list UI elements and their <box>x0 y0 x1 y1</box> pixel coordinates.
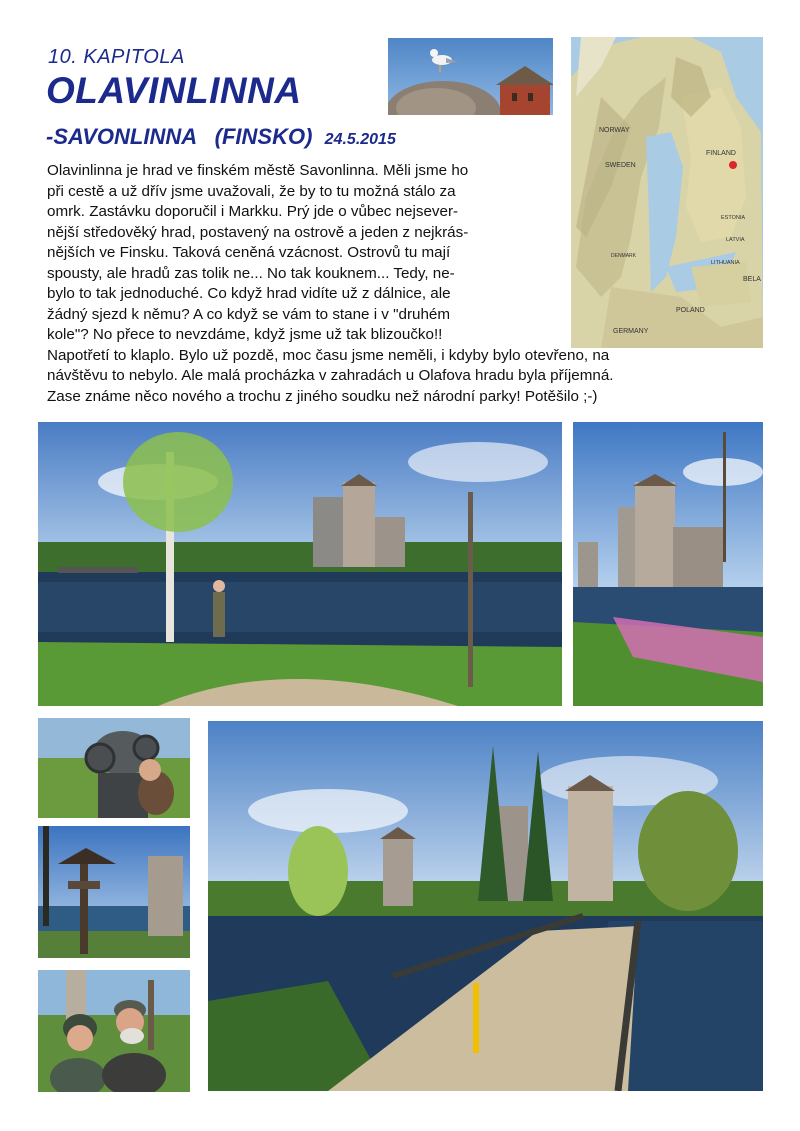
map-label-estonia: ESTONIA <box>721 215 746 221</box>
text-line: kole"? No přece to nevzdáme, když jsme už tak blizoučko!! <box>47 326 443 343</box>
map-label-lithuania: LITHUANIA <box>711 260 740 266</box>
photo-couple-selfie <box>38 970 190 1092</box>
text-line: omrk. Zastávku doporučil i Markku. Prý jde o vůbec nejsever- <box>47 203 459 220</box>
text-line: žádný sjezd k němu? A co když se vám to stane i v "druhém <box>47 305 450 323</box>
text-line: návštěvu to nebylo. Ale malá procházka v zahradách u Olafova hradu byla příjemná. <box>47 367 614 384</box>
page-subtitle <box>46 124 396 150</box>
map-label-bela: BELA <box>743 276 761 283</box>
photo-ram-statue <box>38 718 190 818</box>
photo-bridge-castle <box>208 721 763 1091</box>
photo-castle-river <box>38 422 562 706</box>
subtitle-date: 24.5.2015 <box>324 131 396 148</box>
text-line: nějších ve Finsku. Taková ceněná vzácnost. Ostrovů tu mají <box>47 244 451 261</box>
chapter-label: 10. KAPITOLA <box>48 46 185 68</box>
text-line: Zase známe něco nového a trochu z jiného soudku než národní parky! Potěšilo ;-) <box>47 387 598 405</box>
page-title: OLAVINLINNA <box>46 70 302 111</box>
map-label-poland: POLAND <box>676 307 705 314</box>
map-label-sweden: SWEDEN <box>605 162 636 169</box>
map-label-denmark: DENMARK <box>611 253 637 259</box>
photo-castle-flowers <box>573 422 763 706</box>
map-label-latvia: LATVIA <box>726 237 745 243</box>
photo-wooden-sign <box>38 826 190 958</box>
text-line: bylo to tak jednoduché. Co když hrad vidíte už z dálnice, ale <box>47 285 451 302</box>
map-label-norway: NORWAY <box>599 127 630 134</box>
text-line: při cestě a už dřív jsme uvažovali, že by to tu možná stálo za <box>47 182 456 200</box>
article-body <box>47 161 613 407</box>
text-line: Olavinlinna je hrad ve finském městě Savonlinna. Měli jsme ho <box>47 162 469 179</box>
map-label-germany: GERMANY <box>613 328 649 335</box>
text-line: nější středověký hrad, postavený na ostrově a jeden z nejkrás- <box>47 223 469 241</box>
text-line: Napotřetí to klaplo. Bylo už pozdě, moc času jsme neměli, i kdyby bylo otevřeno, na <box>47 346 610 364</box>
text-line: spousty, ale hradů zas tolik ne... No tak kouknem... Tedy, ne- <box>47 264 455 282</box>
map-label-finland: FINLAND <box>706 150 736 157</box>
subtitle-place: -SAVONLINNA (FINSKO) <box>46 124 313 149</box>
photo-seagull-tower <box>388 38 553 115</box>
